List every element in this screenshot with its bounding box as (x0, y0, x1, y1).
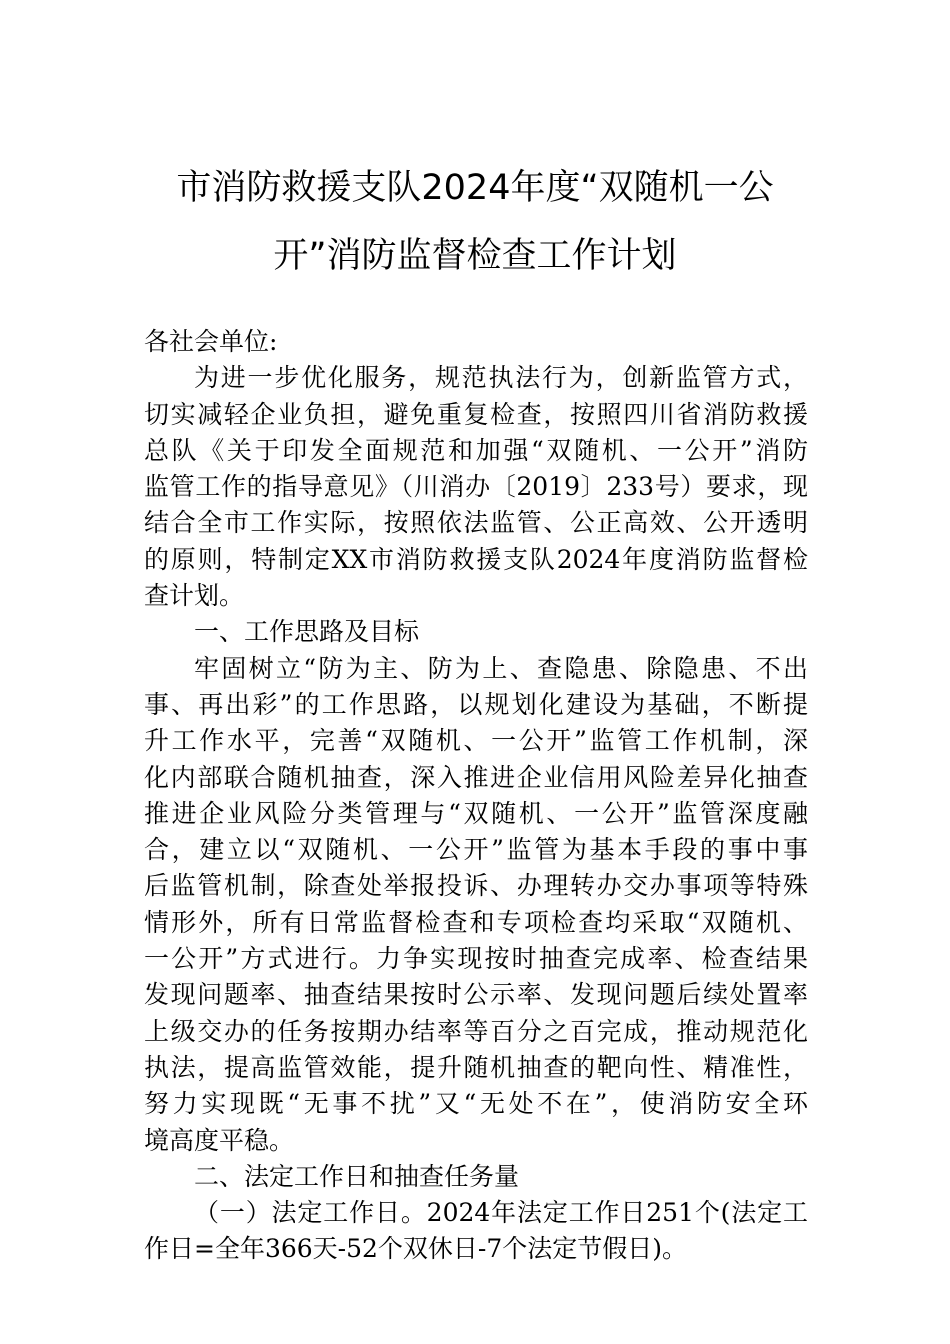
paragraph-1-line-5: 结合全市工作实际，按照依法监管、公正高效、公开透明 (144, 508, 808, 538)
paragraph-2-line-10: 发现问题率、抽查结果按时公示率、发现问题后续处置率 (144, 980, 808, 1010)
paragraph-2-line-7: 后监管机制，除查处举报投诉、办理转办交办事项等特殊 (144, 871, 808, 901)
paragraph-2-line-13: 努力实现既“无事不扰”又“无处不在”，使消防安全环 (144, 1089, 808, 1119)
paragraph-2-line-2: 事、再出彩”的工作思路，以规划化建设为基础，不断提 (144, 689, 808, 719)
salutation: 各社会单位: (144, 327, 278, 356)
section-heading-1: 一、工作思路及目标 (194, 617, 420, 647)
paragraph-2-line-11: 上级交办的任务按期办结率等百分之百完成，推动规范化 (144, 1016, 808, 1046)
paragraph-1-line-2: 切实减轻企业负担，避免重复检查，按照四川省消防救援 (144, 399, 808, 429)
paragraph-1-line-6: 的原则，特制定XX市消防救援支队2024年度消防监督检 (144, 544, 808, 574)
paragraph-1-line-1: 为进一步优化服务，规范执法行为，创新监管方式， (194, 363, 808, 393)
document-title-line-2: 开”消防监督检查工作计划 (273, 236, 677, 276)
paragraph-2-line-14: 境高度平稳。 (144, 1125, 295, 1155)
paragraph-1-line-4: 监管工作的指导意见》（川消办〔2019〕233号）要求，现 (144, 472, 808, 502)
paragraph-2-line-8: 情形外，所有日常监督检查和专项检查均采取“双随机、 (144, 907, 808, 937)
paragraph-2-line-9: 一公开”方式进行。力争实现按时抽查完成率、检查结果 (144, 944, 808, 974)
section-heading-2: 二、法定工作日和抽查任务量 (194, 1161, 520, 1191)
paragraph-2-line-4: 化内部联合随机抽查，深入推进企业信用风险差异化抽查 (144, 762, 808, 792)
paragraph-2-line-1: 牢固树立“防为主、防为上、查隐患、除隐患、不出 (194, 653, 808, 683)
paragraph-2-line-3: 升工作水平，完善“双随机、一公开”监管工作机制，深 (144, 726, 808, 756)
paragraph-2-line-5: 推进企业风险分类管理与“双随机、一公开”监管深度融 (144, 798, 808, 828)
document-body (144, 324, 808, 1268)
paragraph-3-line-2: 作日=全年366天-52个双休日-7个法定节假日)。 (144, 1234, 688, 1264)
paragraph-3-line-1: （一）法定工作日。2024年法定工作日251个(法定工 (194, 1198, 808, 1228)
paragraph-1-line-7: 查计划。 (144, 581, 245, 611)
paragraph-1-line-3: 总队《关于印发全面规范和加强“双随机、一公开”消防 (144, 435, 808, 465)
document-title-line-1: 市消防救援支队2024年度“双随机一公 (176, 168, 774, 208)
paragraph-2-line-12: 执法，提高监管效能，提升随机抽查的靶向性、精准性， (144, 1052, 808, 1082)
paragraph-2-line-6: 合，建立以“双随机、一公开”监管为基本手段的事中事 (144, 835, 808, 865)
